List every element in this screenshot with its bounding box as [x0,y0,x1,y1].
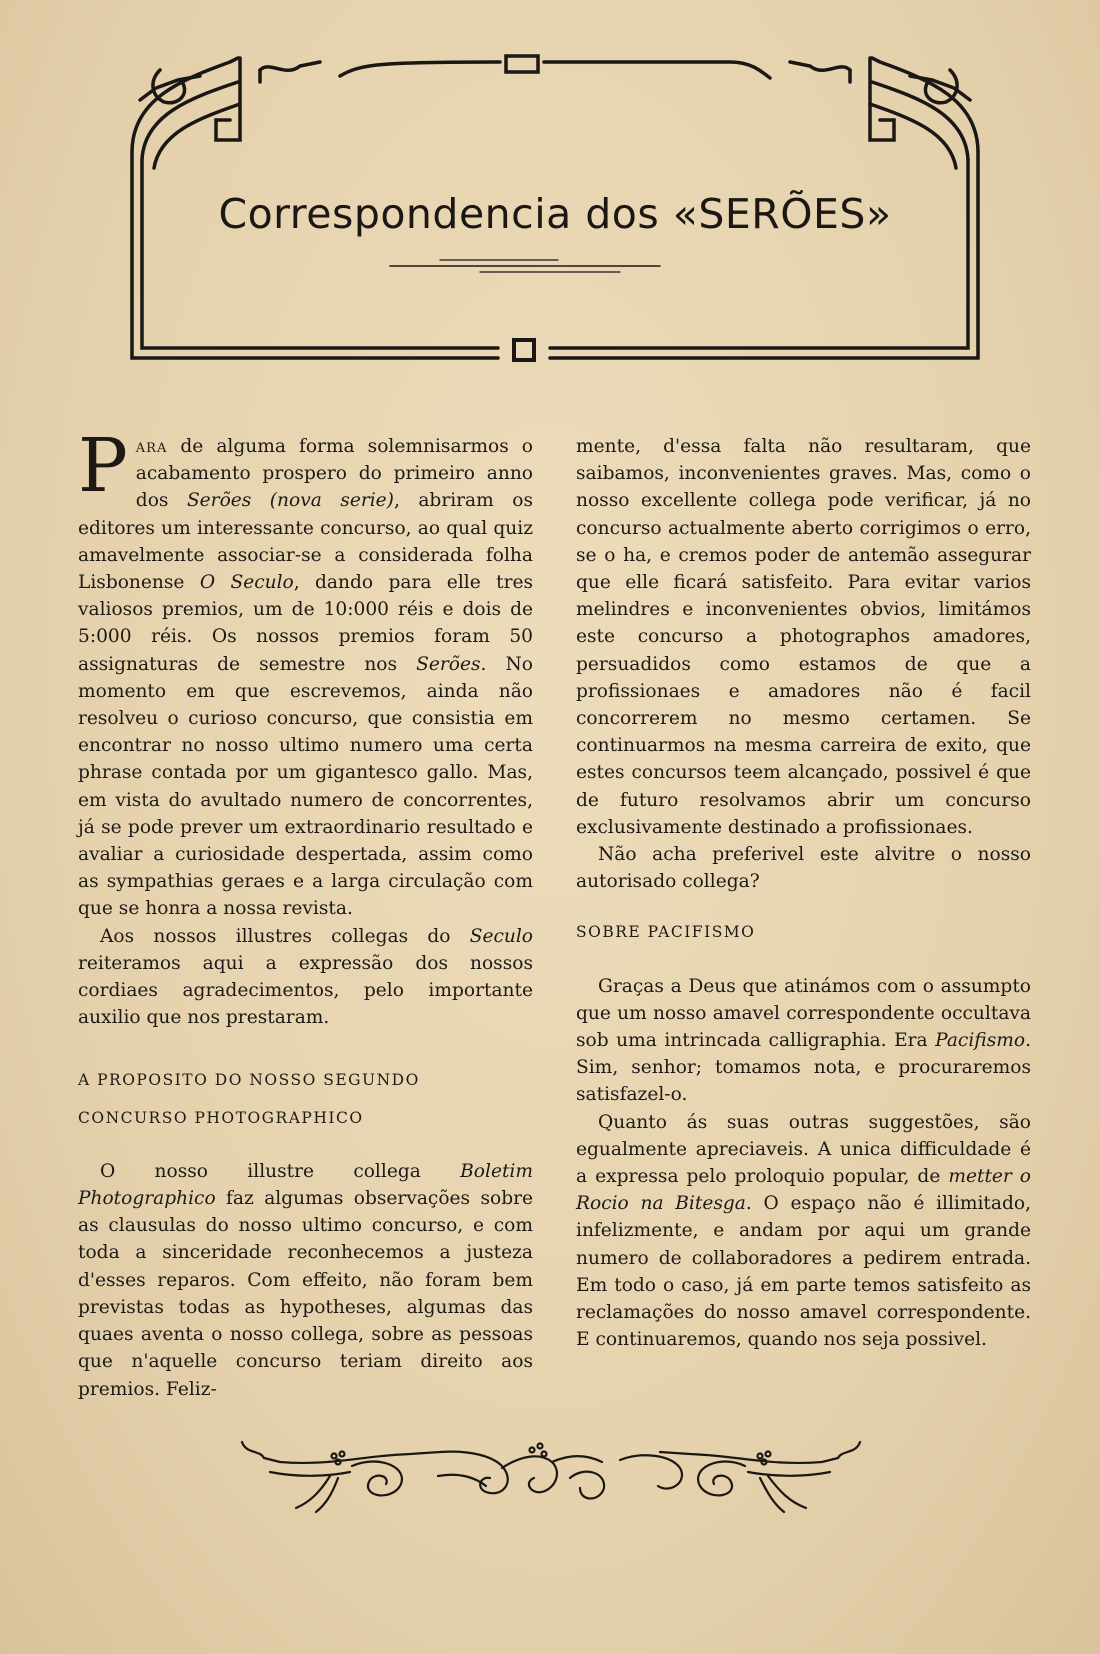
continuation-paragraph: mente, d'essa falta não resultaram, que saibamos, inconvenientes graves. Mas, como o nosso excellente collega pode verificar, já no concurso actualmente aberto corrigimos o erro, se o ha, e cremos poder de antemão assegurar que elle ficará satisfeito. Para evitar varios melindres e inconvenientes obvios, limitámos este concurso a photographos amadores, persuadidos como estamos de que a profissionaes e amadores não é facil concorrerem no mesmo certamen. Se continuarmos na mesma carreira de exito, que estes concursos teem alcançado, possivel é que de futuro resolvamos abrir um concurso exclusivamente destinado a profissionaes. [576,436,1031,838]
italic-term: Pacifismo [935,1030,1026,1052]
drop-cap: P [78,423,128,509]
text-span: reiteramos aqui a expressão dos nossos cordiaes agradecimentos, pelo importante auxilio que nos prestaram. [78,952,533,1029]
text-span: . No momento em que escrevemos, ainda não resolveu o curioso concurso, que consistia em encontrar no nosso ultimo numero uma certa phrase contada por um gigantesco gallo. Mas, em vista do avultado numero de concorrentes, já se pode prever um extraordinario resultado e avaliar a curiosidade despertada, assim como as sympathias geraes e a larga circulação com que se honra a nossa revista. [78,653,533,920]
italic-title: O Seculo [199,572,294,594]
text-span: , abriram os editores um interessante concurso, ao qual quiz amavelmente associar-se a considerada folha Lisbonense [78,490,533,594]
intro-smallcaps: ara [135,436,168,457]
question-paragraph: Não acha preferivel este alvitre o nosso autorisado collega? [576,844,1031,893]
text-span: faz algumas observações sobre as clausulas do nosso ultimo concurso, e com toda a sinceridade reconhecemos a justeza d'esses reparos. Com effeito, não foram bem previstas todas as hypotheses, algumas das quaes aventa o nosso collega, sobre as pessoas que n'aquelle concurso teriam direito aos premios. Feliz- [78,1188,533,1400]
footer-scroll-ornament [240,1432,865,1522]
section-heading-pacifismo: SOBRE PACIFISMO [576,923,756,942]
italic-title: Seculo [469,925,533,947]
text-span: Quanto ás suas outras suggestões, são egualmente apreciaveis. A unica difficuldade é a expressa pelo proloquio popular, de [576,1111,1031,1188]
text-span: de alguma forma solemnisarmos o acabamento prospero do primeiro anno dos [135,436,533,512]
thanks-paragraph [78,923,533,1032]
italic-title: Boletim Photographico [78,1160,533,1210]
text-span: . Sim, senhor; tomamos nota, e procuraremos satisfazel-o. [576,1030,1031,1106]
text-span: Graças a Deus que atinámos com o assumpto que um nosso amavel correspondente occultava sob uma intrincada calligraphia. Era [576,975,1031,1052]
italic-title: Serões [416,653,481,675]
intro-paragraph [78,423,534,923]
text-span: , dando para elle tres valiosos premios, um de 10:000 réis e dois de 5:000 réis. Os nossos premios foram 50 assignaturas de semestre nos [78,572,534,675]
right-column [576,433,1031,1354]
suggestions-paragraph [576,1109,1031,1354]
text-span: O nosso illustre collega [100,1160,461,1182]
section-heading-line2: CONCURSO PHOTOGRAPHICO [78,1108,364,1127]
text-span: Aos nossos illustres collegas do [100,925,470,947]
italic-proverb: metter o Rocio na Bitesga [576,1166,1031,1215]
italic-title: Serões (nova serie) [186,490,394,512]
section-heading-line1: A PROPOSITO DO NOSSO SEGUNDO [78,1071,420,1090]
left-column [78,423,534,1403]
photo-contest-paragraph [78,1158,533,1403]
page-title: Correspondencia dos «SERÕES» [218,190,892,238]
text-span: . O espaço não é illimitado, infelizmente, e andam por aqui um grande numero de collaboradores a pedirem entrada. Em todo o caso, já em parte temos satisfeito as reclamações do nosso amavel correspondente. E continuaremos, quando nos seja possivel. [576,1193,1032,1351]
pacifismo-paragraph [576,973,1031,1109]
